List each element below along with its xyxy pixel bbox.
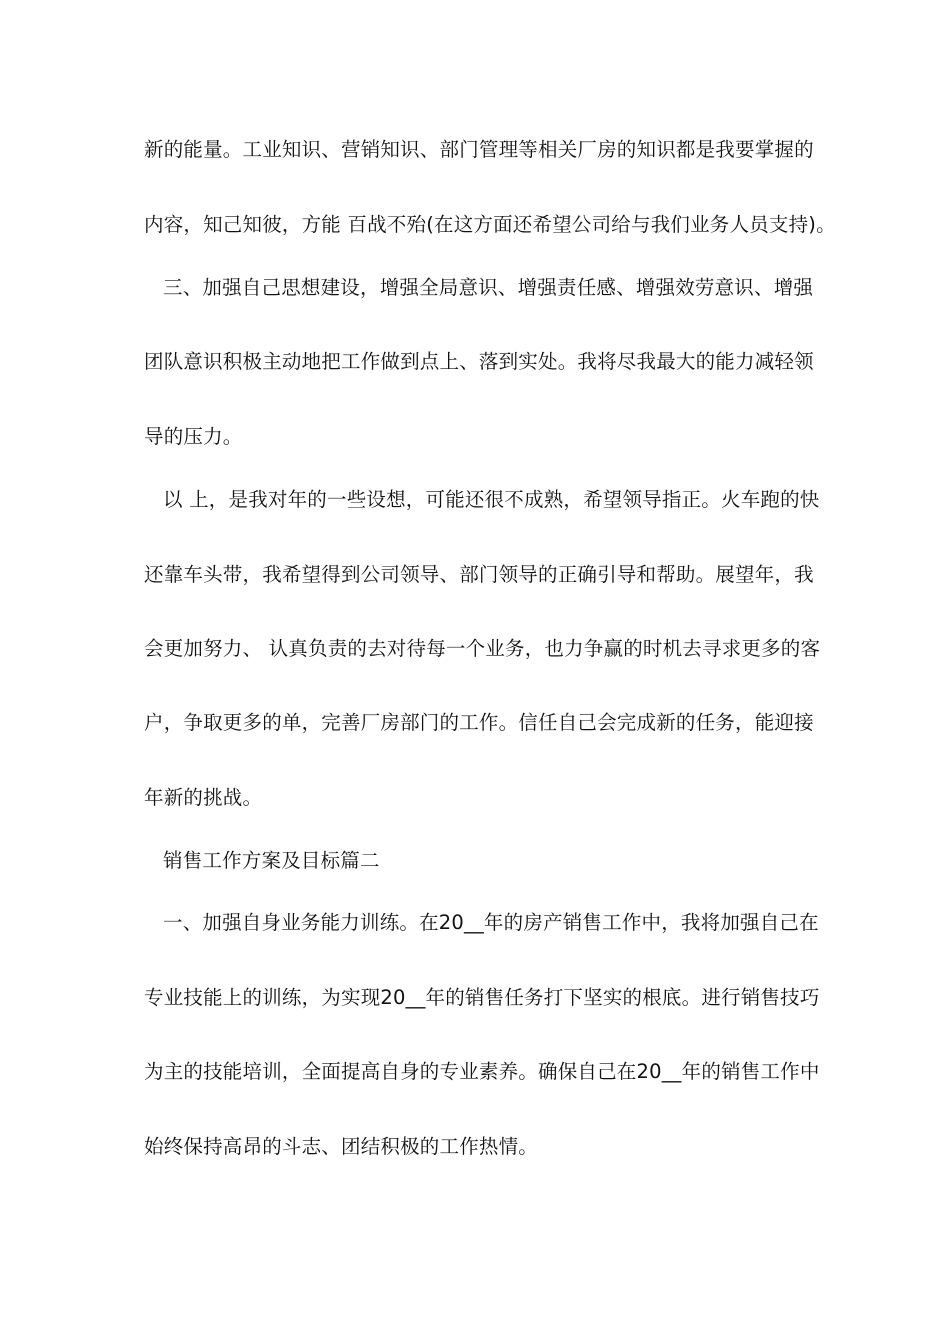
paragraph-line: 始终保持高昂的斗志、团结积极的工作热情。 [144,1135,539,1158]
paragraph-line: 会更加努力、 认真负责的去对待每一个业务，也力争赢的时机去寻求更多的客 [144,637,821,660]
paragraph-line: 户，争取更多的单，完善厂房部门的工作。信任自己会完成新的任务，能迎接 [144,711,814,734]
paragraph-line: 为主的技能培训，全面提高自身的专业素养。确保自己在20__年的销售工作中 [144,1060,820,1083]
paragraph-line: 年新的挑战。 [144,786,263,809]
paragraph-line: 还靠车头带，我希望得到公司领导、部门领导的正确引导和帮助。展望年，我 [144,563,814,586]
paragraph-line: 新的能量。工业知识、营销知识、部门管理等相关厂房的知识都是我要掌握的 [144,138,814,161]
paragraph-line: 内容，知己知彼，方能 百战不殆(在这方面还希望公司给与我们业务人员支持)。 [144,213,836,236]
paragraph-line: 导的压力。 [144,425,243,448]
paragraph-line: 专业技能上的训练，为实现20__年的销售任务打下坚实的根底。进行销售技巧 [144,986,820,1009]
paragraph-line: 团队意识积极主动地把工作做到点上、落到实处。我将尽我最大的能力减轻领 [144,350,814,373]
paragraph-line: 一、加强自身业务能力训练。在20__年的房产销售工作中，我将加强自己在 [163,911,819,934]
paragraph-line: 以 上，是我对年的一些设想，可能还很不成熟，希望领导指正。火车跑的快 [163,488,820,511]
paragraph-line: 三、加强自己思想建设，增强全局意识、增强责任感、增强效劳意识、增强 [163,276,814,299]
section-heading: 销售工作方案及目标篇二 [163,849,380,872]
